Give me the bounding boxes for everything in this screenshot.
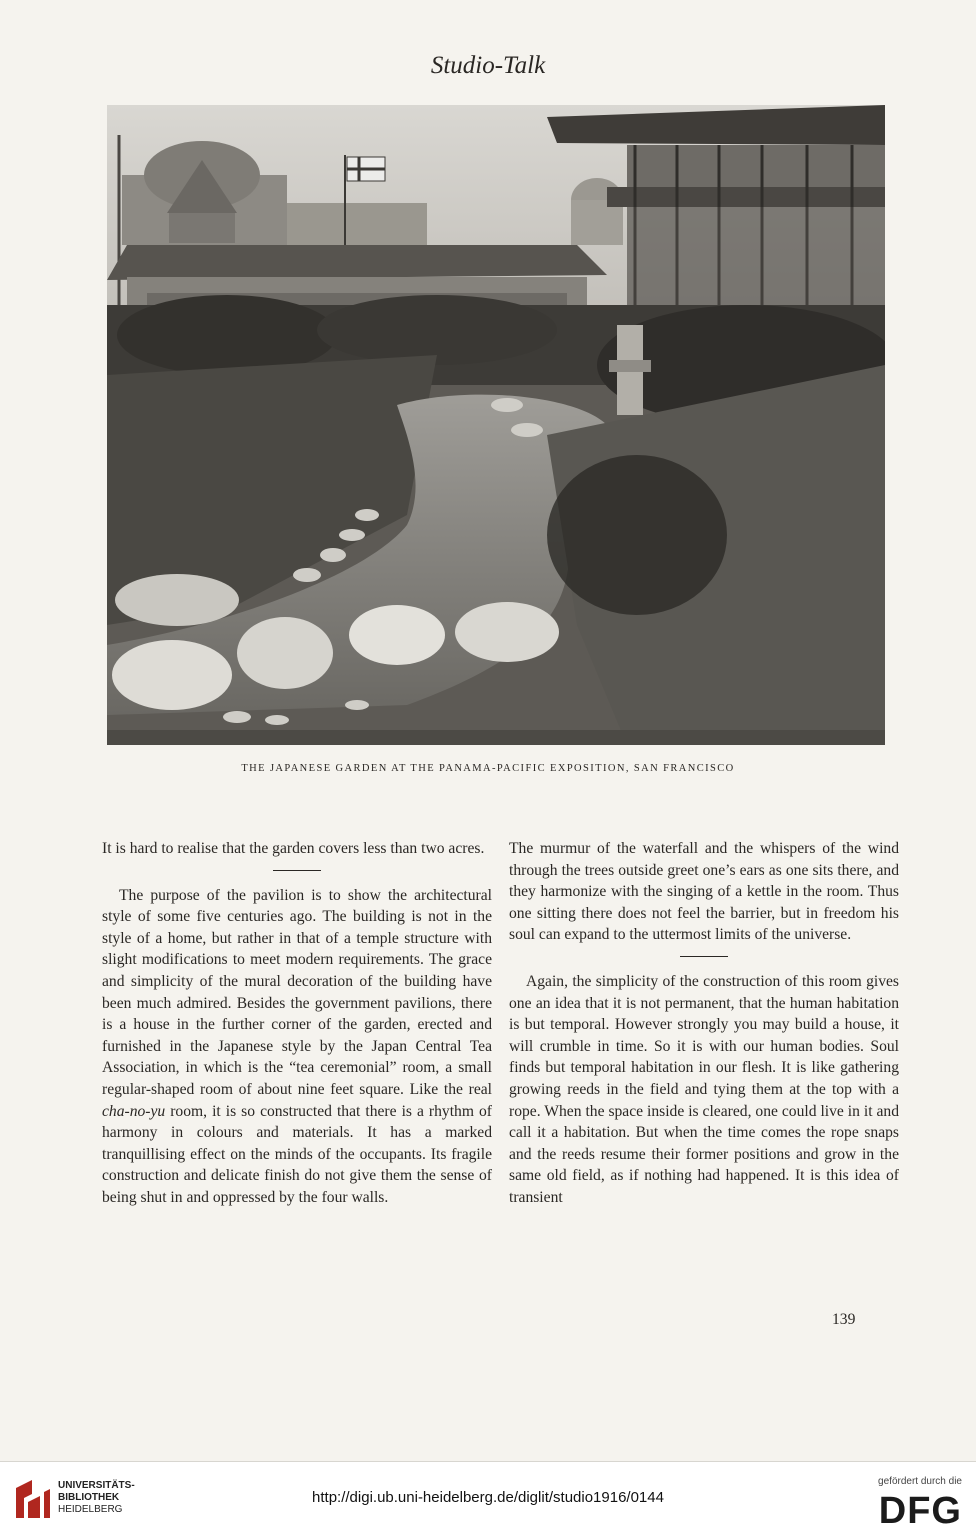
digitization-footer <box>0 1461 976 1539</box>
paragraph: The murmur of the waterfall and the whispers of the wind through the trees outside greet one’s ears as one sits there, and they harmonize with the singing of a kettle in the room. Thus one sitting there does not feel the barrier, but in freedom his soul can expand to the uttermost limits of the universe. <box>509 840 899 944</box>
library-name-line: HEIDELBERG <box>58 1504 123 1515</box>
source-url-link[interactable]: http://digi.ub.uni-heidelberg.de/diglit/studio1916/0144 <box>312 1489 664 1506</box>
left-text-column <box>102 838 492 1209</box>
section-divider <box>680 956 728 957</box>
text-run: room, it is so constructed that there is a rhythm of harmony in colours and materials. It has a marked tranquillising effect on the minds of the occupants. Its fragile construction and delicate finish do not give them the sense of being shut in and oppressed by the four walls. <box>102 1102 492 1206</box>
running-title: Studio-Talk <box>430 52 546 79</box>
section-divider <box>273 870 321 871</box>
garden-photograph <box>107 105 885 745</box>
paragraph: It is hard to realise that the garden covers less than two acres. <box>102 840 485 857</box>
paragraph <box>102 885 492 1209</box>
right-text-column <box>509 838 899 1209</box>
paragraph: Again, the simplicity of the construction of this room gives one an idea that it is not permanent, that the human habitation is but temporal. However strongly you may build a house, it will crumble in time. So it is with our human bodies. Soul finds but temporal habitation in our flesh. It is like gathering growing reeds in the field and tying them at the top with a rope. When the space inside is cleared, one could live in it and call it a habitation. But when the time comes the rope snaps and the reeds resume their former positions and grow in the same old field, as if nothing had happened. It is this idea of transient <box>509 972 899 1206</box>
page-number: 139 <box>832 1311 856 1328</box>
funded-by-label: gefördert durch die <box>878 1476 962 1487</box>
text-run: The purpose of the pavilion is to show the architectural style of some five centuries ago. The building is not in the style of a home, but rather in that of a temple structure with slight modifications to meet modern requirements. The grace and simplicity of the mural decoration of the building have been much admired. Besides the government pavilions, there is a house in the further corner of the garden, erected and furnished in the Japanese style by the Japan Central Tea Association, in which is the “tea ceremonial” room, a small regular-shaped room of about nine feet square. Like the real <box>102 886 492 1098</box>
dfg-logo: DFG <box>878 1490 962 1532</box>
italic-term: cha-no-yu <box>102 1102 166 1120</box>
library-name-line: UNIVERSITÄTS- <box>58 1480 135 1491</box>
library-name-line: BIBLIOTHEK <box>58 1492 120 1503</box>
figure-caption: THE JAPANESE GARDEN AT THE PANAMA-PACIFIC EXPOSITION, SAN FRANCISCO <box>241 763 735 774</box>
